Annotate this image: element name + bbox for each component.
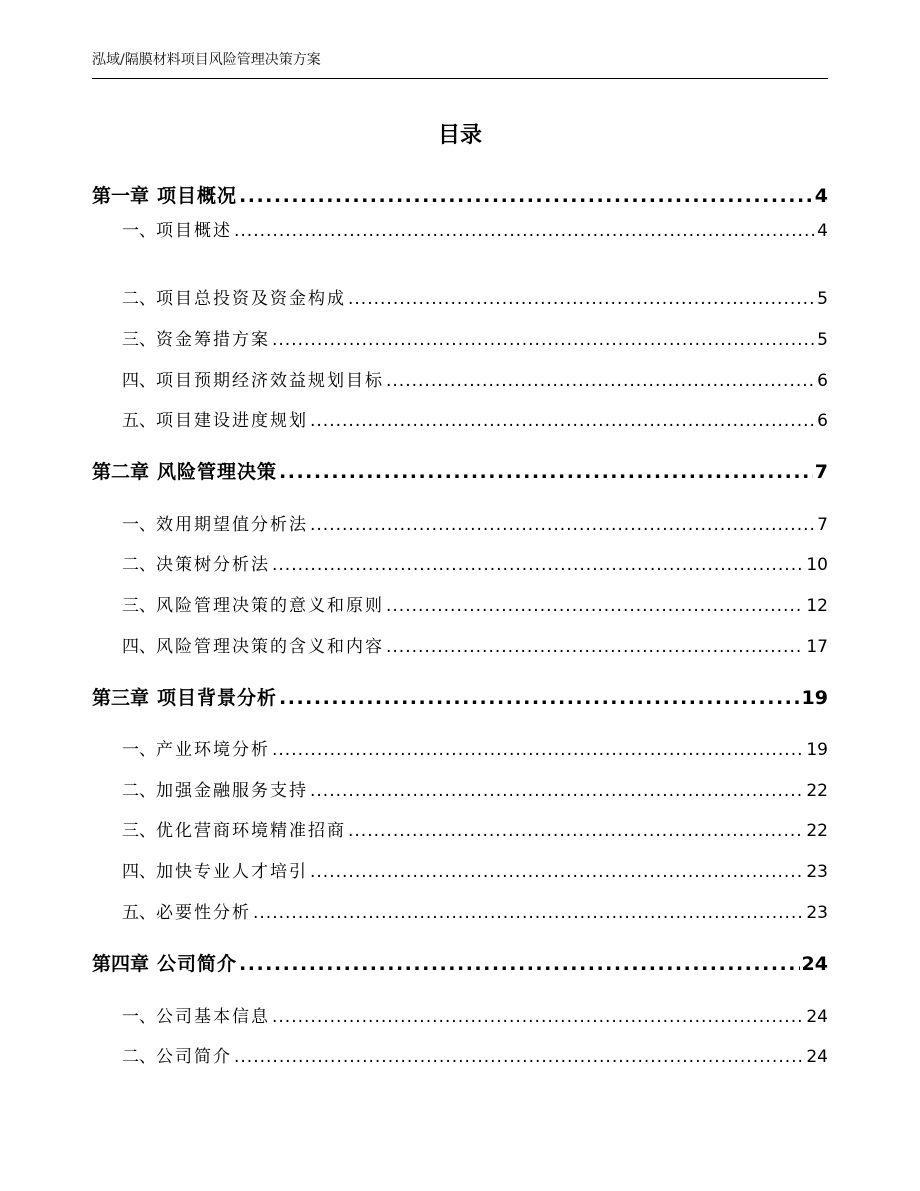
dot-leader xyxy=(239,950,800,978)
chapter-number: 第三章 xyxy=(92,687,150,709)
page-number: 22 xyxy=(806,781,828,801)
dot-leader xyxy=(310,512,815,538)
toc-section-entry[interactable] xyxy=(92,368,828,394)
page-number: 5 xyxy=(817,330,828,350)
chapter-number: 第四章 xyxy=(92,953,150,975)
dot-leader xyxy=(386,634,804,660)
dot-leader xyxy=(272,1004,804,1030)
toc-section-entry[interactable] xyxy=(92,900,828,926)
section-number: 三、 xyxy=(122,330,156,350)
dot-leader xyxy=(272,737,804,763)
page-number: 6 xyxy=(817,371,828,391)
table-of-contents xyxy=(92,0,828,1191)
page-number: 5 xyxy=(817,289,828,309)
dot-leader xyxy=(234,1044,804,1070)
entry-title: 项目背景分析 xyxy=(157,687,278,709)
page-number: 24 xyxy=(801,953,828,975)
toc-section-entry[interactable] xyxy=(92,634,828,660)
toc-section-entry[interactable] xyxy=(92,737,828,763)
section-number: 一、 xyxy=(122,221,156,241)
toc-section-entry[interactable] xyxy=(92,552,828,578)
page-number: 10 xyxy=(806,555,828,575)
page-number: 22 xyxy=(806,821,828,841)
entry-title: 风险管理决策的含义和内容 xyxy=(156,637,384,657)
entry-title: 公司简介 xyxy=(156,1047,232,1067)
toc-section-entry[interactable] xyxy=(92,286,828,312)
page-number: 17 xyxy=(806,637,828,657)
entry-title: 优化营商环境精准招商 xyxy=(156,821,346,841)
dot-leader xyxy=(272,327,815,353)
entry-title: 项目概述 xyxy=(156,221,232,241)
page-number: 19 xyxy=(801,687,828,709)
section-number: 三、 xyxy=(122,821,156,841)
section-number: 四、 xyxy=(122,371,156,391)
toc-section-entry[interactable] xyxy=(92,218,828,244)
toc-section-entry[interactable] xyxy=(92,512,828,538)
section-number: 一、 xyxy=(122,515,156,535)
running-header: 泓域/隔膜材料项目风险管理决策方案 xyxy=(92,52,321,68)
entry-title: 决策树分析法 xyxy=(156,555,270,575)
section-number: 一、 xyxy=(122,1007,156,1027)
page-number: 24 xyxy=(806,1047,828,1067)
toc-section-entry[interactable] xyxy=(92,1004,828,1030)
section-number: 一、 xyxy=(122,740,156,760)
entry-title: 项目建设进度规划 xyxy=(156,411,308,431)
dot-leader xyxy=(310,778,804,804)
chapter-number: 第二章 xyxy=(92,461,150,483)
dot-leader xyxy=(348,818,804,844)
entry-title: 风险管理决策 xyxy=(157,461,278,483)
dot-leader xyxy=(234,218,815,244)
entry-title: 项目总投资及资金构成 xyxy=(156,289,346,309)
section-number: 二、 xyxy=(122,555,156,575)
section-number: 二、 xyxy=(122,1047,156,1067)
entry-title: 风险管理决策的意义和原则 xyxy=(156,596,384,616)
dot-leader xyxy=(279,684,800,712)
toc-chapter-entry[interactable] xyxy=(92,950,828,978)
toc-section-entry[interactable] xyxy=(92,778,828,804)
section-number: 四、 xyxy=(122,862,156,882)
toc-section-entry[interactable] xyxy=(92,818,828,844)
entry-title: 效用期望值分析法 xyxy=(156,515,308,535)
toc-chapter-entry[interactable] xyxy=(92,684,828,712)
entry-title: 加强金融服务支持 xyxy=(156,781,308,801)
section-number: 五、 xyxy=(122,411,156,431)
toc-section-entry[interactable] xyxy=(92,408,828,434)
entry-title: 加快专业人才培引 xyxy=(156,862,308,882)
toc-section-entry[interactable] xyxy=(92,859,828,885)
dot-leader xyxy=(348,286,815,312)
section-number: 三、 xyxy=(122,596,156,616)
toc-title: 目录 xyxy=(437,123,482,148)
entry-title: 公司简介 xyxy=(157,953,238,975)
dot-leader xyxy=(310,859,804,885)
page-number: 6 xyxy=(817,411,828,431)
dot-leader xyxy=(272,552,804,578)
dot-leader xyxy=(239,182,813,210)
entry-title: 产业环境分析 xyxy=(156,740,270,760)
page-number: 23 xyxy=(806,903,828,923)
page-number: 24 xyxy=(806,1007,828,1027)
entry-title: 必要性分析 xyxy=(156,903,251,923)
entry-title: 项目预期经济效益规划目标 xyxy=(156,371,384,391)
page-number: 19 xyxy=(806,740,828,760)
page-number: 23 xyxy=(806,862,828,882)
toc-section-entry[interactable] xyxy=(92,327,828,353)
page-number: 7 xyxy=(814,461,828,483)
page-number: 4 xyxy=(814,185,828,207)
dot-leader xyxy=(386,368,815,394)
section-number: 五、 xyxy=(122,903,156,923)
toc-chapter-entry[interactable] xyxy=(92,458,828,486)
page-number: 12 xyxy=(806,596,828,616)
section-number: 二、 xyxy=(122,781,156,801)
dot-leader xyxy=(386,593,804,619)
chapter-number: 第一章 xyxy=(92,185,150,207)
entry-title: 公司基本信息 xyxy=(156,1007,270,1027)
section-number: 二、 xyxy=(122,289,156,309)
entry-title: 资金筹措方案 xyxy=(156,330,270,350)
dot-leader xyxy=(310,408,815,434)
toc-section-entry[interactable] xyxy=(92,1044,828,1070)
toc-chapter-entry[interactable] xyxy=(92,182,828,210)
dot-leader xyxy=(253,900,804,926)
dot-leader xyxy=(279,458,813,486)
entry-title: 项目概况 xyxy=(157,185,238,207)
page-number: 7 xyxy=(817,515,828,535)
page-number: 4 xyxy=(817,221,828,241)
section-number: 四、 xyxy=(122,637,156,657)
toc-section-entry[interactable] xyxy=(92,593,828,619)
